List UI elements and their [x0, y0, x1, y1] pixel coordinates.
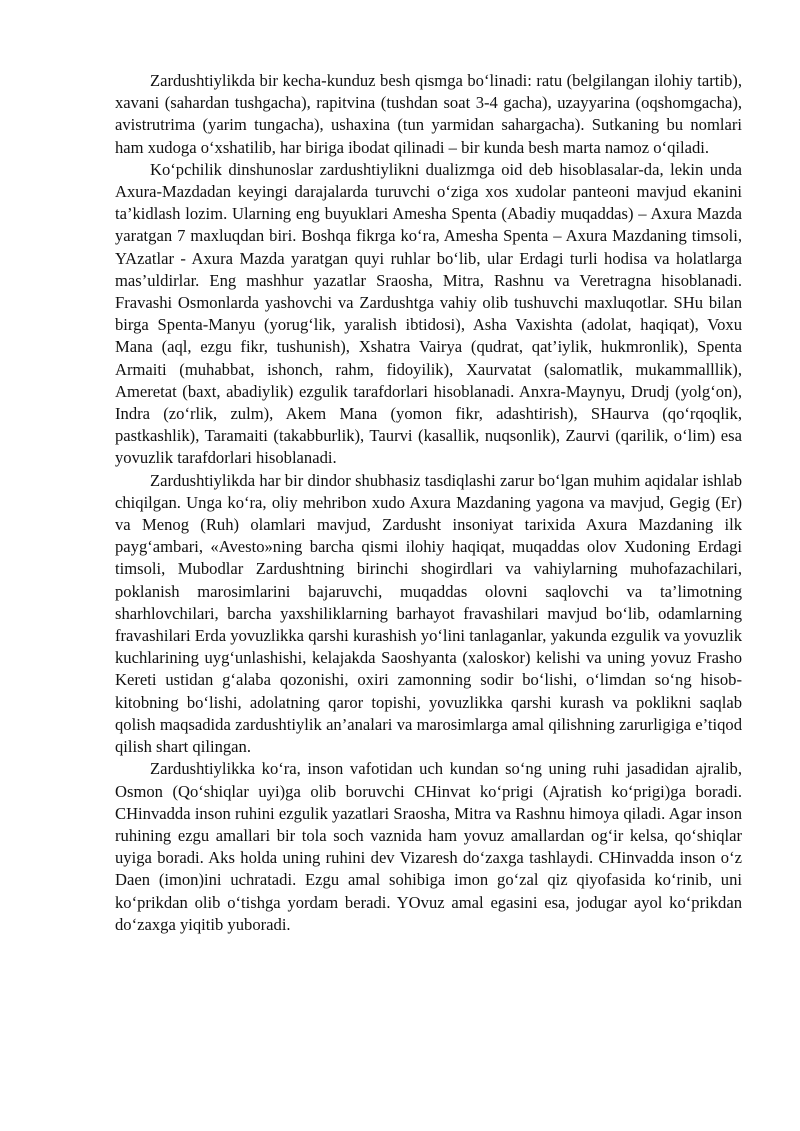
paragraph-afterlife: Zardushtiylikka ko‘ra, inson vafotidan uch kundan so‘ng uning ruhi jasadidan ajralib, Osmon (Qo‘shiqlar uyi)ga olib boruvchi CHinvat ko‘prigi (Ajratish ko‘prigi)ga boradi. CHinvadda inson ruhini ezgulik yazatlari Sraosha, Mitra va Rashnu himoya qiladi. Agar inson ruhining ezgu amallari bir tola soch vaznida ham yovuz amallardan og‘ir kelsa, qo‘shiqlar uyiga boradi. Aks holda uning ruhini dev Vizaresh do‘zaxga tashlaydi. CHinvadda inson o‘z Daen (imon)ini uchratadi. Ezgu amal sohibiga imon go‘zal qiz qiyofasida ko‘rinib, uni ko‘prikdan olib o‘tishga yordam beradi. YOvuz amal egasini esa, jodugar ayol ko‘prikdan do‘zaxga yiqitib yuboradi. — [115, 759, 742, 934]
paragraph-day-divisions: Zardushtiylikda bir kecha-kunduz besh qismga bo‘linadi: ratu (belgilangan ilohiy tartib), xavani (sahardan tushgacha), rapitvina (tushdan soat 3-4 gacha), uzayyarina (oqshomgacha), avistrutrima (yarim tungacha), ushaxina (tun yarmidan sahargacha). Sutkaning bu nomlari ham xudoga o‘xshatilib, har biriga ibodat qilinadi – bir kunda besh marta namoz o‘qiladi. — [115, 71, 742, 157]
paragraph-doctrines: Zardushtiylikda har bir dindor shubhasiz tasdiqlashi zarur bo‘lgan muhim aqidalar ishlab chiqilgan. Unga ko‘ra, oliy mehribon xudo Axura Mazdaning yagona va mavjud, Gegig (Er) va Menog (Ruh) olamlari mavjud, Zardusht insoniyat tarixida Axura Mazdaning ilk payg‘ambari, «Avesto»ning barcha qismi ilohiy haqiqat, muqaddas olov Xudoning Erdagi timsoli, Mubodlar Zardushtning birinchi shogirdlari va vahiylarning muhofazachilari, poklanish marosimlarini bajaruvchi, muqaddas olovni saqlovchi va ta’limotning sharhlovchilari, barcha yaxshiliklarning barhayot fravashilari mavjud bo‘lib, odamlarning fravashilari Erda yovuzlikka qarshi kurashish yo‘lini tanlaganlar, yakunda ezgulik va yovuzlik kuchlarining uyg‘unlashishi, kelajakda Saoshyanta (xaloskor) kelishi va uning yovuz Frasho Kereti ustidan g‘alaba qozonishi, oxiri zamonning sodir bo‘lishi, o‘limdan so‘ng hisob-kitobning bo‘lishi, adolatning qaror topishi, yovuzlikka qarshi kurash va poklikni saqlab qolish maqsadida zardushtiylik an’analari va marosimlarga amal qilishning zarurligiga e’tiqod qilish shart qilingan. — [115, 470, 742, 757]
paragraph-pantheon: Ko‘pchilik dinshunoslar zardushtiylikni dualizmga oid deb hisoblasalar-da, lekin unda Axura-Mazdadan keyingi darajalarda turuvchi o‘ziga xos xudolar panteoni mavjud ekanini ta’kidlash lozim. Ularning eng buyuklari Amesha Spenta (Abadiy muqaddas) – Axura Mazda yaratgan 7 maxluqdan biri. Boshqa fikrga ko‘ra, Amesha Spenta – Axura Mazdaning timsoli, YAzatlar - Axura Mazda yaratgan quyi ruhlar bo‘lib, ular Erdagi turli hodisa va holatlarga mas’uldirlar. Eng mashhur yazatlar Sraosha, Mitra, Rashnu va Veretragna hisoblanadi. Fravashi Osmonlarda yashovchi va Zardushtga vahiy olib tushuvchi maxluqotlar. SHu bilan birga Spenta-Manyu (yorug‘lik, yaralish ibtidosi), Asha Vaxishta (adolat, haqiqat), Voxu Mana (aql, ezgu fikr, tushunish), Xshatra Vairya (qudrat, qat’iylik, hukmronlik), Spenta Armaiti (muhabbat, ishonch, rahm, fidoyilik), Xaurvatat (salomatlik, mukammalllik), Ameretat (baxt, abadiylik) ezgulik tarafdorlari hisoblanadi. Anxra-Maynyu, Drudj (yolg‘on), Indra (zo‘rlik, zulm), Akem Mana (yomon fikr, adashtirish), SHaurva (qo‘rqoqlik, pastkashlik), Taramaiti (takabburlik), Taurvi (kasallik, nuqsonlik), Zaurvi (qarilik, o‘lim) esa yovuzlik tarafdorlari hisoblanadi. — [115, 159, 742, 468]
